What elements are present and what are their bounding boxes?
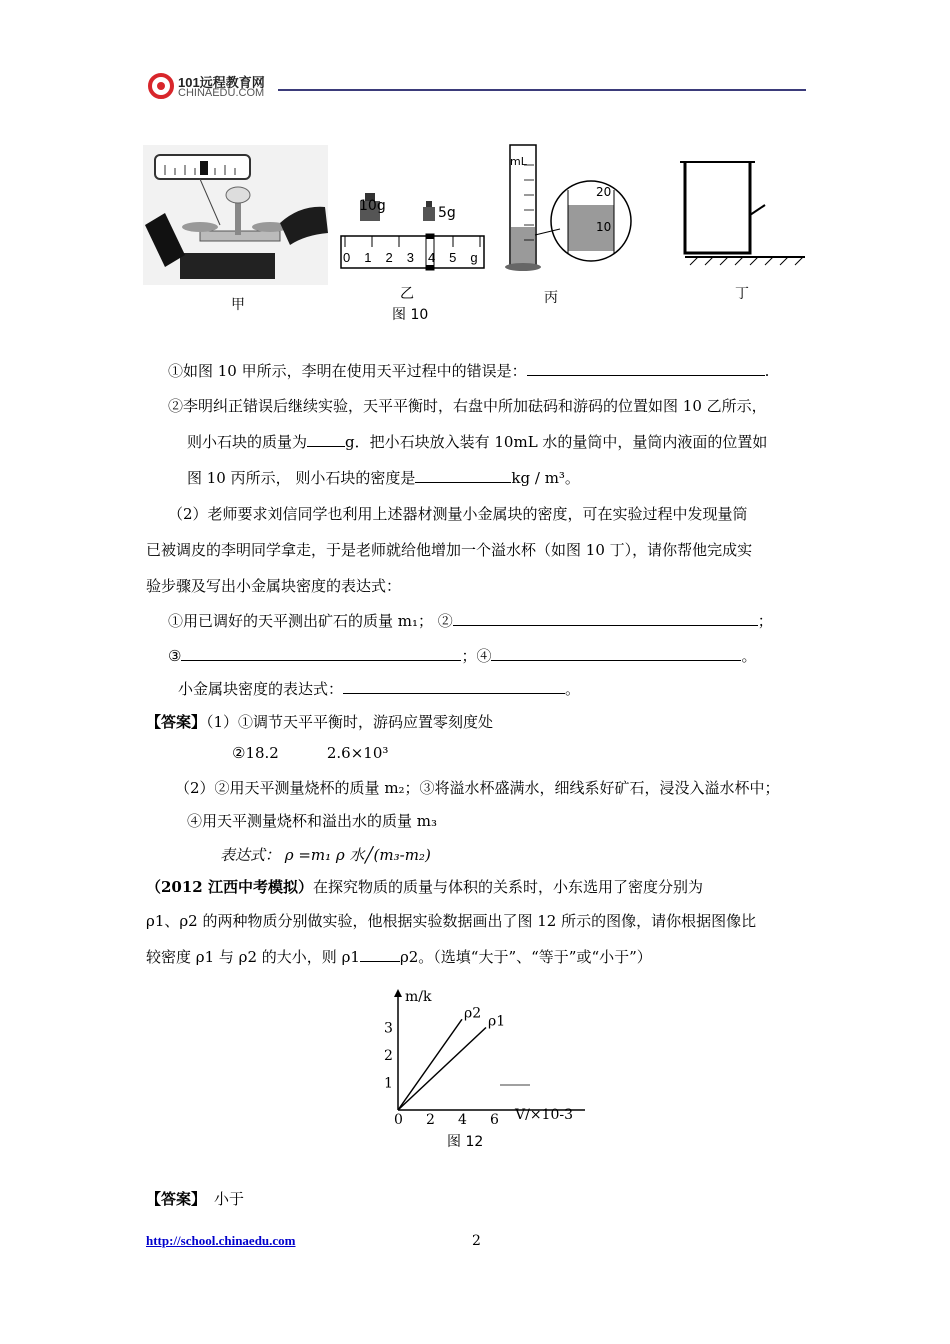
logo-text-en: CHINAEDU.COM <box>178 87 265 99</box>
y-tick-label: 2 <box>384 1048 393 1064</box>
q2-line1: （2）老师要求刘信同学也利用上述器材测量小金属块的密度，可在实验过程中发现量筒 <box>168 505 748 523</box>
series-label-1: ρ2 <box>464 1005 482 1022</box>
x-tick-label: 4 <box>458 1112 467 1125</box>
figure-12-title: 图 12 <box>447 1134 484 1150</box>
logo-text-cn: 101远程教育网 <box>178 75 265 90</box>
y-axis-label: m/k <box>405 989 432 1005</box>
caption-yi: 乙 <box>400 286 414 302</box>
q3-line2: ρ1、ρ2 的两种物质分别做实验，他根据实验数据画出了图 12 所示的图像，请你根据图像比 <box>146 912 757 930</box>
x-axis-label: V/×10-3 <box>515 1107 574 1123</box>
q2-line3: 验步骤及写出小金属块密度的表达式： <box>146 577 402 595</box>
q2-line2: 已被调皮的李明同学拿走，于是老师就给他增加一个溢水杯（如图 10 丁），请你帮他完成实 <box>146 541 753 559</box>
x-tick-label: 2 <box>426 1112 435 1125</box>
y-tick-label: 3 <box>384 1020 393 1037</box>
answer1-line1: 【答案】（1）①调节天平平衡时，游码应置零刻度处 <box>146 713 494 731</box>
answer1-line3: （2）②用天平测量烧杯的质量 m₂；③将溢水杯盛满水，细线系好矿石，浸没入溢水杯中； <box>175 779 780 797</box>
cylinder-unit: mL <box>510 155 527 168</box>
series-label-2: ρ1 <box>488 1013 506 1030</box>
y-tick-label: 1 <box>384 1075 393 1092</box>
zoom-10: 10 <box>596 220 612 234</box>
footer-link[interactable]: http://school.chinaedu.com <box>146 1233 296 1248</box>
series-line-2 <box>398 1028 486 1111</box>
overflow-cup <box>680 162 805 265</box>
caption-bing: 丙 <box>544 290 558 306</box>
y-axis-arrow <box>394 989 402 997</box>
q1-line2: ②李明纠正错误后继续实验，天平平衡时，右盘中所加砝码和游码的位置如图 10 乙所示， <box>168 397 767 415</box>
balance-photo <box>143 145 328 285</box>
q3-line1: （2012 江西中考模拟）在探究物质的质量与体积的关系时，小东选用了密度分别为 <box>146 878 703 896</box>
caption-jia: 甲 <box>231 297 245 313</box>
weight-label-10g: 10g <box>359 198 386 214</box>
answer1-line2: ②18.2 2.6×10³ <box>232 744 389 762</box>
q1-line1: ①如图 10 甲所示，李明在使用天平过程中的错误是： . <box>168 362 770 380</box>
weight-label-5g: 5g <box>438 205 456 221</box>
header-rule <box>278 89 806 91</box>
ruler-ticks: 012345g <box>343 250 492 265</box>
zoom-20: 20 <box>596 185 612 199</box>
x-tick-label: 0 <box>394 1112 403 1125</box>
q1-line4: 图 10 丙所示， 则小石块的密度是 kg / m³。 <box>187 469 580 487</box>
q3-line3: 较密度 ρ1 与 ρ2 的大小，则 ρ1 ρ2。（选填“大于”、“等于”或“小于”） <box>146 948 652 966</box>
caption-ding: 丁 <box>735 286 749 302</box>
series-line-1 <box>398 1019 462 1110</box>
answer1-line4: ④用天平测量烧杯和溢出水的质量 m₃ <box>187 812 438 830</box>
logo-dot <box>157 82 165 90</box>
q2-step1-2: ①用已调好的天平测出矿石的质量 m₁； ② ； <box>168 612 773 630</box>
answer1-expression: 表达式： ρ =m₁ ρ 水╱(m₃-m₂) <box>220 846 431 864</box>
page-number: 2 <box>472 1233 481 1249</box>
q2-step3-4: ③ ；④ 。 <box>168 647 757 665</box>
answer2: 【答案】 小于 <box>146 1190 245 1208</box>
q1-line3: 则小石块的质量为 g．把小石块放入装有 10mL 水的量筒中，量筒内液面的位置如 <box>187 433 768 451</box>
q2-expression: 小金属块密度的表达式： 。 <box>178 680 581 698</box>
figure-10-title: 图 10 <box>392 307 429 323</box>
figure-12-chart <box>370 985 590 1125</box>
x-tick-label: 6 <box>490 1112 499 1125</box>
